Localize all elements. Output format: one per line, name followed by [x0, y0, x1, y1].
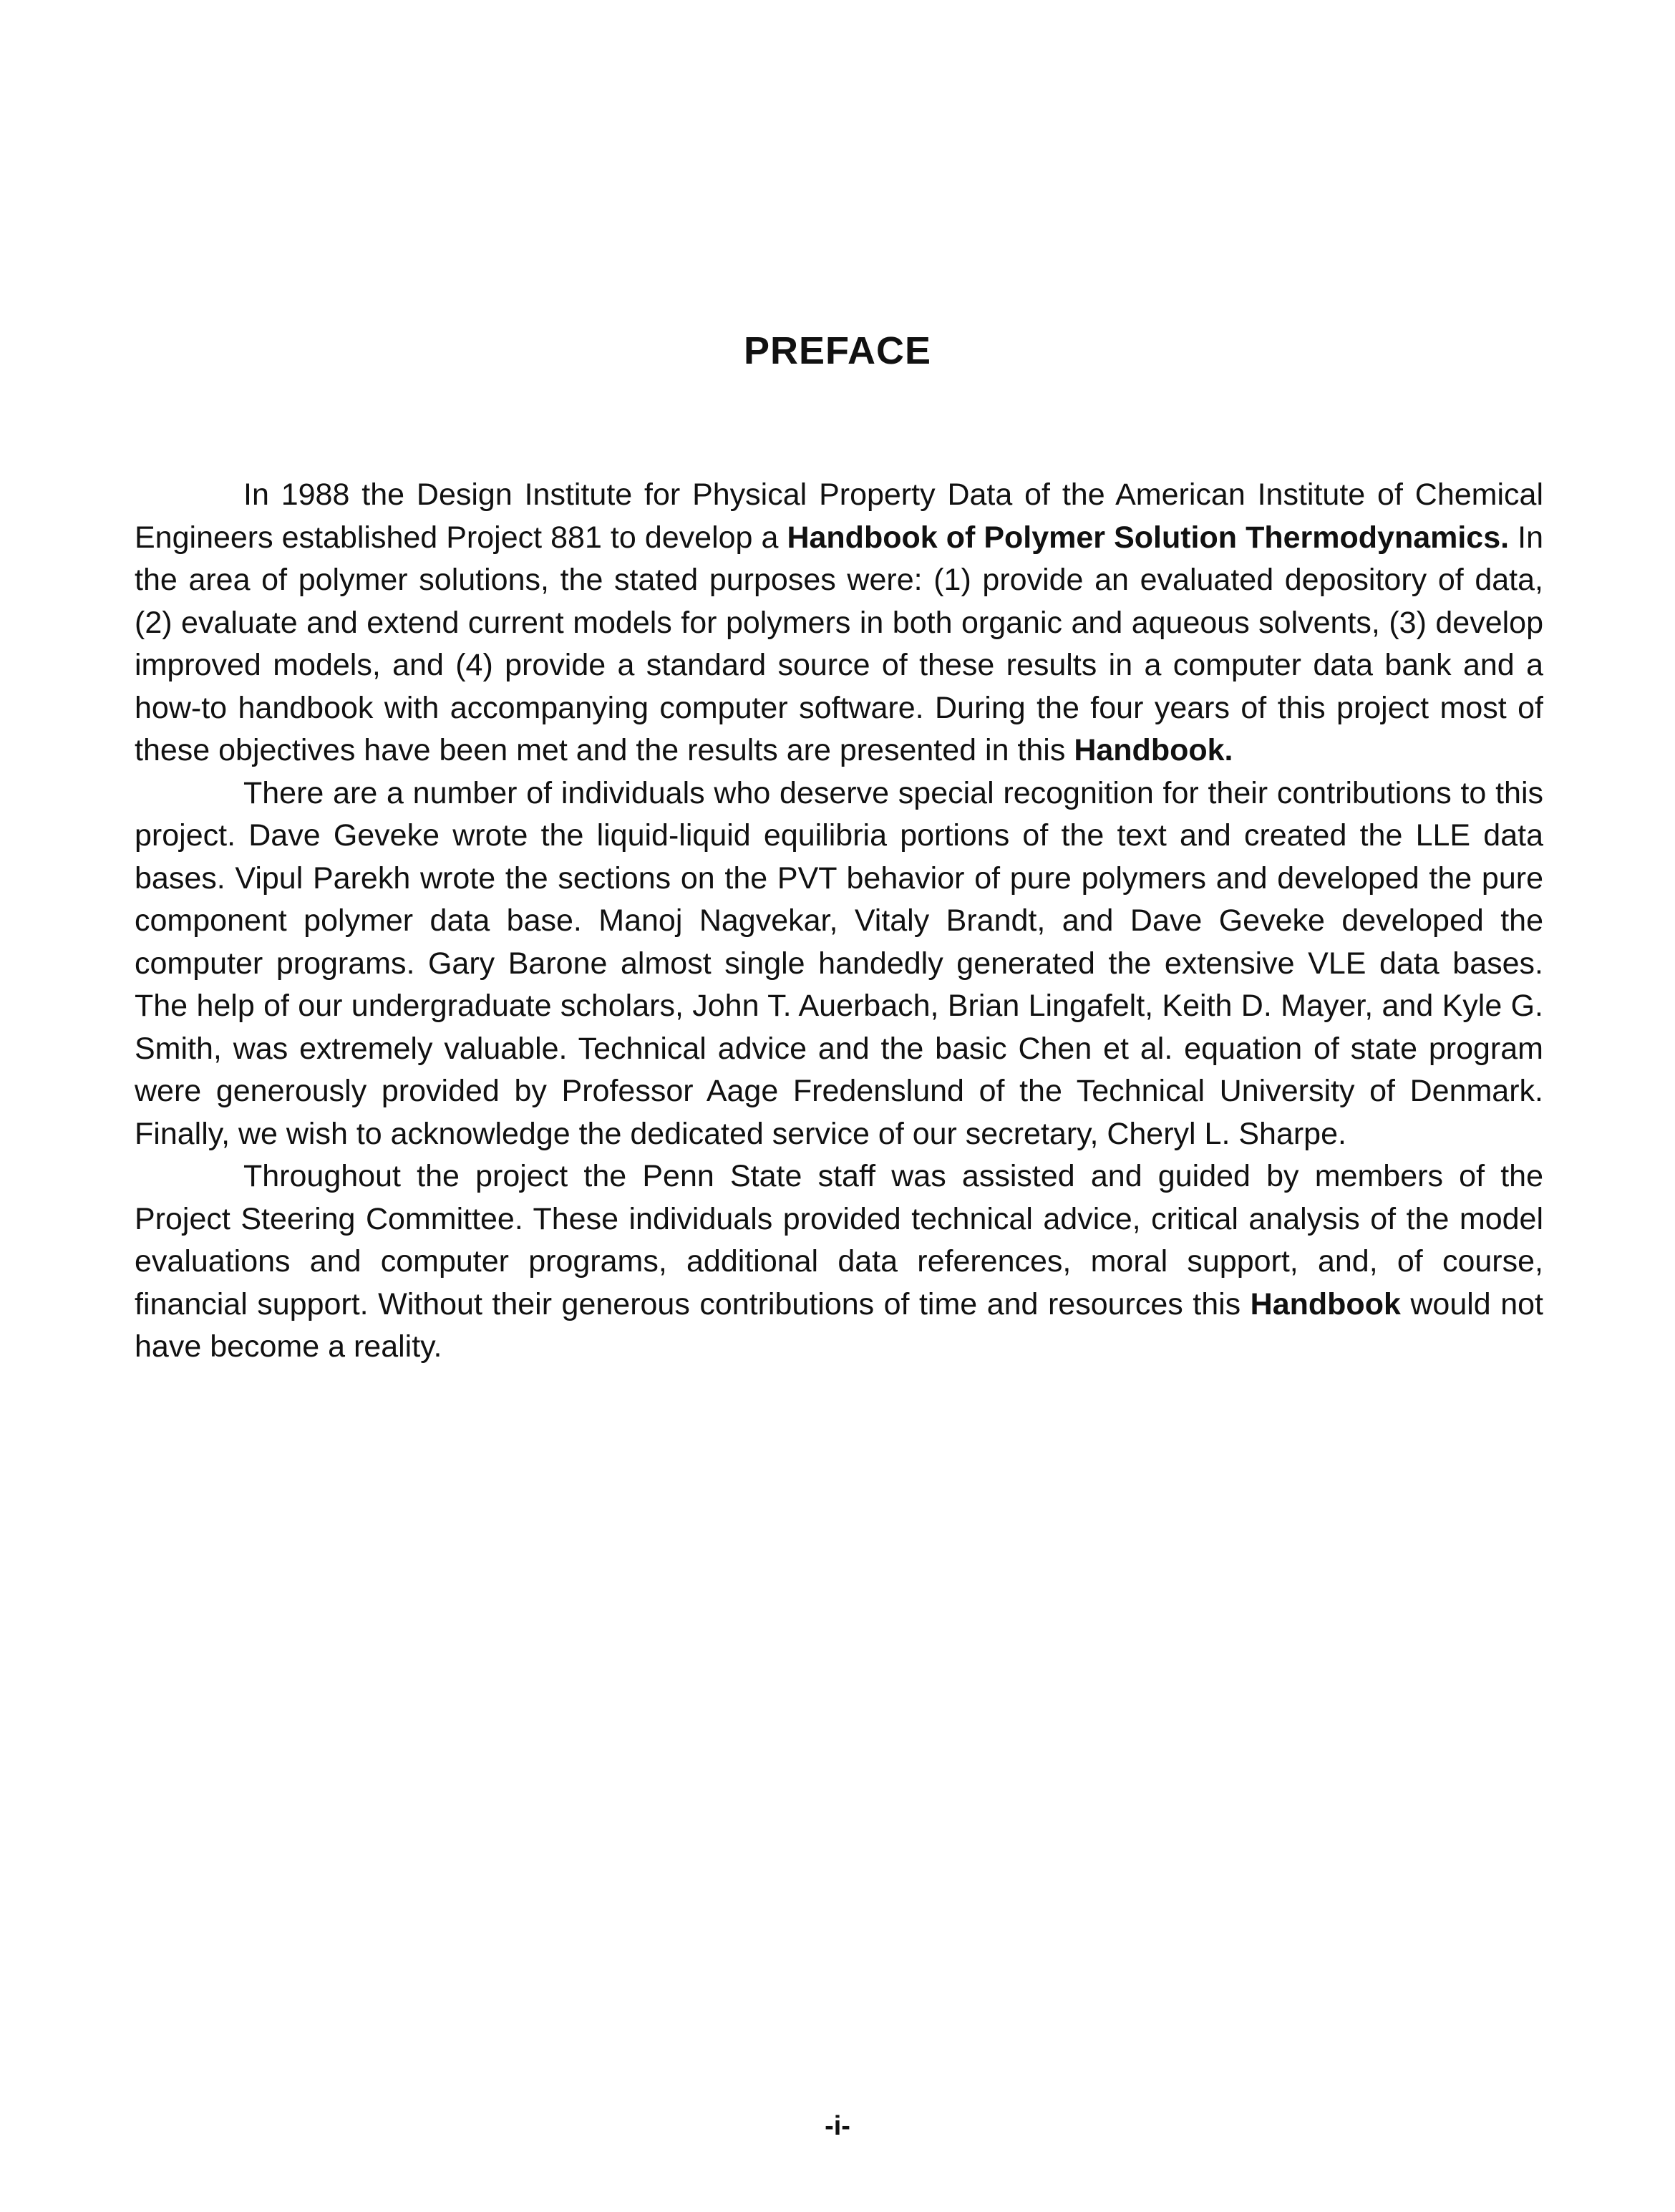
paragraph-3-part-a: Throughout the project the Penn State staff was assisted and guided by members of the Project Steering Committee. These individuals provided technical advice, critical analysis of the model evaluations and computer programs, additional data references, moral support, and, of course, financial support. Without their generous contributions of time and resources this — [135, 1159, 1543, 1321]
paragraph-3-part-c: would not have become a reality. — [135, 1286, 1543, 1364]
handbook-emphasis: Handbook — [1250, 1286, 1401, 1321]
page-title: PREFACE — [743, 329, 932, 372]
paragraph-1-part-a: In 1988 the Design Institute for Physical Property Data of the American Institute of Chemical Engineers established Project 881 to develop a — [135, 477, 1543, 555]
page-number: -i- — [825, 2111, 850, 2141]
paragraph-1 — [135, 474, 1543, 772]
paragraph-1-part-c: In the area of polymer solutions, the stated purposes were: (1) provide an evaluated depository of data, (2) evaluate and extend current models for polymers in both organic and aqueous solvents, (3) develop improved models, and (4) provide a standard source of these results in a computer data bank and a how-to handbook with accompanying computer software. During the four years of this project most of these objectives have been met and the results are presented in this — [135, 520, 1543, 767]
paragraph-3 — [135, 1155, 1543, 1369]
handbook-emphasis: Handbook. — [1074, 733, 1233, 767]
handbook-title-emphasis: Handbook of Polymer Solution Thermodynamics. — [787, 520, 1510, 555]
paragraph-2: There are a number of individuals who deserve special recognition for their contributions to this project. Dave Geveke wrote the liquid-liquid equilibria portions of the text and created the LLE data bases. Vipul Parekh wrote the sections on the PVT behavior of pure polymers and developed the pure component polymer data base. Manoj Nagvekar, Vitaly Brandt, and Dave Geveke developed the computer programs. Gary Barone almost single handedly generated the extensive VLE data bases. The help of our undergraduate scholars, John T. Auerbach, Brian Lingafelt, Keith D. Mayer, and Kyle G. Smith, was extremely valuable. Technical advice and the basic Chen et al. equation of state program were generously provided by Professor Aage Fredenslund of the Technical University of Denmark. Finally, we wish to acknowledge the dedicated service of our secretary, Cheryl L. Sharpe. — [135, 775, 1543, 1151]
preface-body — [135, 474, 1543, 1369]
